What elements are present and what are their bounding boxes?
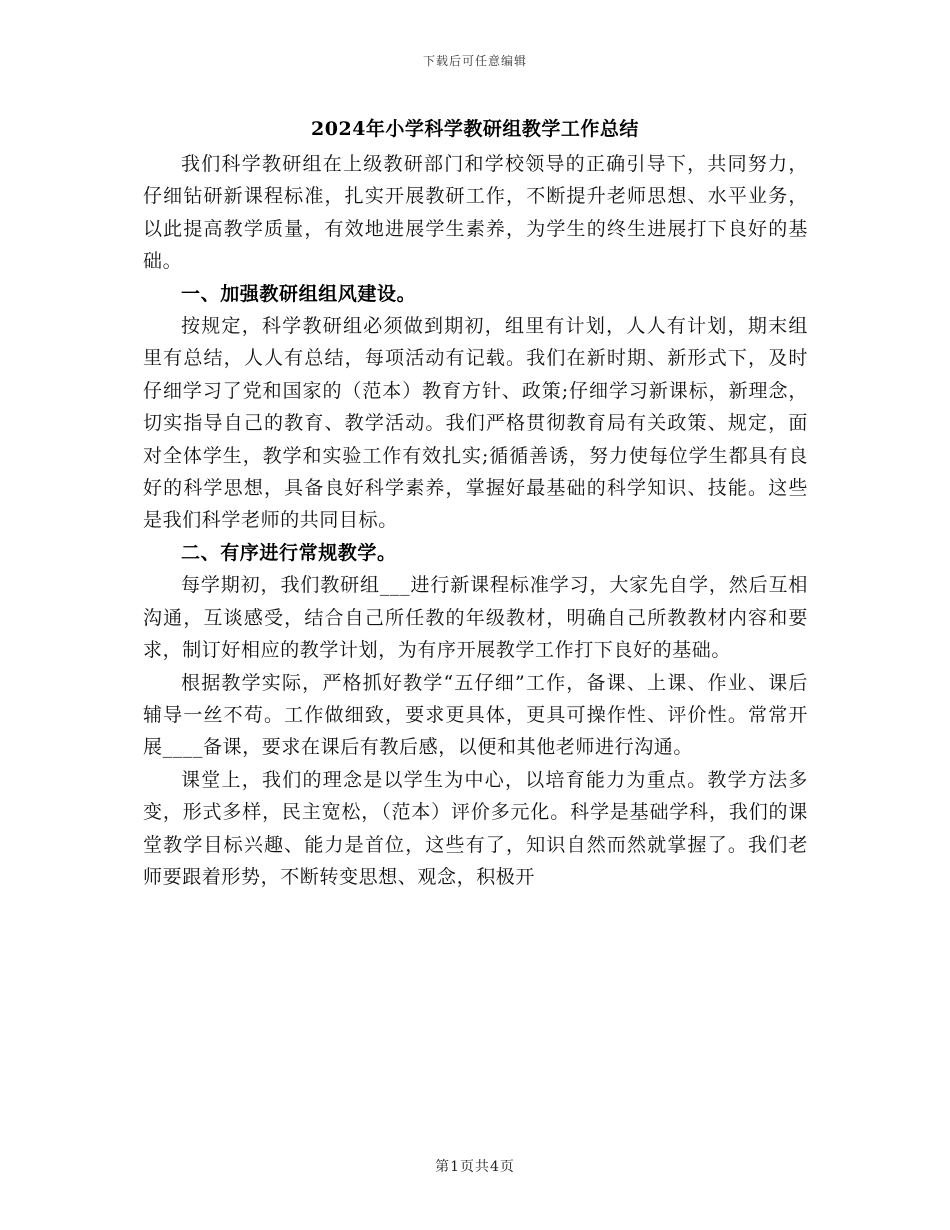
paragraph: 课堂上，我们的理念是以学生为中心，以培育能力为重点。教学方法多变，形式多样，民主宽松，（范本）评价多元化。科学是基础学科，我们的课堂教学目标兴趣、能力是首位，这些有了，知识自然而然就掌握了。我们老师要跟着形势，不断转变思想、观念，积极开 — [143, 768, 808, 888]
page-indicator: 第1页共4页 — [435, 1159, 515, 1175]
section-heading-2: 二、有序进行常规教学。 — [181, 541, 397, 564]
section-heading-1: 一、加强教研组组风建设。 — [181, 282, 417, 305]
paragraph-intro: 我们科学教研组在上级教研部门和学校领导的正确引导下，共同努力，仔细钻研新课程标准，扎实开展教研工作，不断提升老师思想、水平业务，以此提高教学质量，有效地进展学生素养，为学生的终生进展打下良好的基础。 — [143, 153, 808, 273]
paragraph: 按规定，科学教研组必须做到期初，组里有计划，人人有计划，期末组里有总结，人人有总结，每项活动有记载。我们在新时期、新形式下，及时仔细学习了党和国家的（范本）教育方针、政策;仔细学习新课标，新理念，切实指导自己的教育、教学活动。我们严格贯彻教育局有关政策、规定，面对全体学生，教学和实验工作有效扎实;循循善诱，努力使每位学生都具有良好的科学思想，具备良好科学素养，掌握好最基础的科学知识、技能。这些是我们科学老师的共同目标。 — [143, 315, 808, 532]
paragraph: 每学期初，我们教研组___进行新课程标准学习，大家先自学，然后互相沟通，互谈感受，结合自己所任教的年级教材，明确自己所教教材内容和要求，制订好相应的教学计划，为有序开展教学工作打下良好的基础。 — [143, 574, 808, 662]
header-note: 下载后可任意编辑 — [422, 54, 527, 68]
paragraph: 根据教学实际，严格抓好教学“五仔细”工作，备课、上课、作业、课后辅导一丝不苟。工作做细致，要求更具体，更具可操作性、评价性。常常开展____备课，要求在课后有教后感，以便和其他老师进行沟通。 — [143, 671, 808, 759]
document-title: 2024年小学科学教研组教学工作总结 — [311, 118, 639, 140]
document-body — [143, 148, 808, 893]
